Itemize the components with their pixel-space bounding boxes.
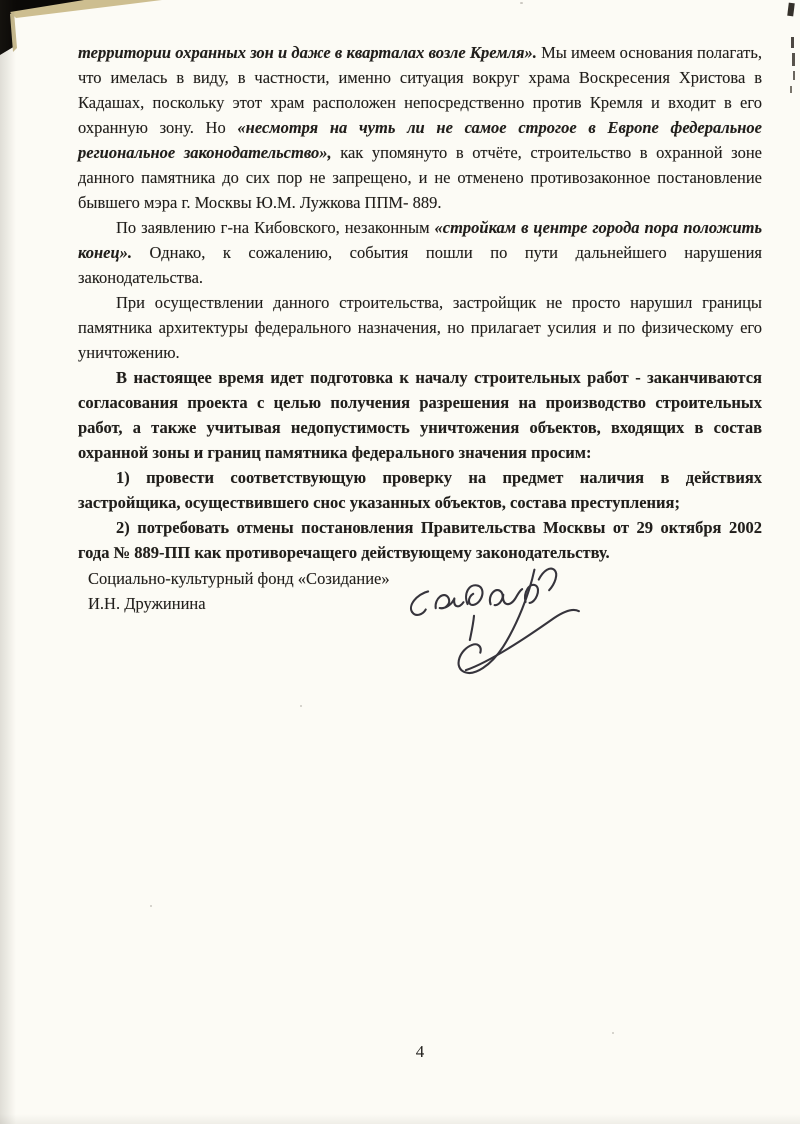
scan-speckle [520,2,523,4]
scan-edge-artifact [787,3,795,17]
body-text: По заявлению г-на Кибовского, незаконным [116,218,435,237]
scan-edge-artifact [790,86,792,93]
signature-block [88,566,390,616]
signature-name: И.Н. Дружинина [88,594,206,613]
signature-organization: Социально-культурный фонд «Созидание» [88,569,390,588]
body-text: Мы имеем основания полагать, что имелась в виду, в частности, именно ситуация вокруг храма Воскресения Христова в Кадашах, поскольку этот храм расположен непосредственно против Кремля и входит в его охранную зону. Но [78,43,762,137]
quoted-report-text: «несмотря на чуть ли не самое строгое в Европе федеральное региональное законодательство», [78,118,763,162]
scan-speckle [300,705,302,707]
scan-edge-artifact [792,53,795,66]
paragraph-kibovsky-statement [78,215,762,290]
quoted-statement-text: «стройкам в центре города пора положить конец». [78,218,762,262]
body-text: Однако, к сожалению, события пошли по пути дальнейшего нарушения законодательства. [78,243,762,287]
page-number: 4 [415,1042,425,1061]
emphasized-text: 1) провести соответствующую проверку на предмет наличия в действиях застройщика, осуществившего снос указанных объектов, состава преступления; [78,468,762,512]
page-left-shadow [0,0,16,1124]
paragraph-violation [78,290,762,365]
handwritten-signature [396,540,601,692]
scan-speckle [612,1032,614,1034]
paragraph-okhrannye-zony [78,40,762,215]
emphasized-text: В настоящее время идет подготовка к началу строительных работ - заканчиваются согласования проекта с целью получения разрешения на производство строительных работ, а также учитывая недопустимость уничтожения объектов, входящих в состав охранной зоны и границ памятника федерального значения просим: [78,368,762,462]
letter-body [78,40,762,565]
request-item-1 [78,465,762,515]
scan-edge-artifact [793,71,795,80]
body-text: как упомянуто в отчёте, строительство в охранной зоне данного памятника до сих пор не запрещено, и не отменено противозаконное постановление бывшего мэра г. Москвы Ю.М. Лужкова ППМ- 889. [78,143,762,212]
body-text: При осуществлении данного строительства, застройщик не просто нарушил границы памятника архитектуры федерального назначения, но прилагает усилия и по физическому его уничтожению. [78,293,762,362]
quoted-report-text: территории охранных зон и даже в кварталах возле Кремля». [78,43,537,62]
scan-edge-artifact [791,37,794,48]
paragraph-current-situation [78,365,762,465]
page-bottom-shadow [0,1114,800,1124]
scan-speckle [150,905,152,907]
emphasized-text: 2) потребовать отмены постановления Правительства Москвы от 29 октября 2002 года № 889-ПП как противоречащего действующему законодательству. [78,518,762,562]
